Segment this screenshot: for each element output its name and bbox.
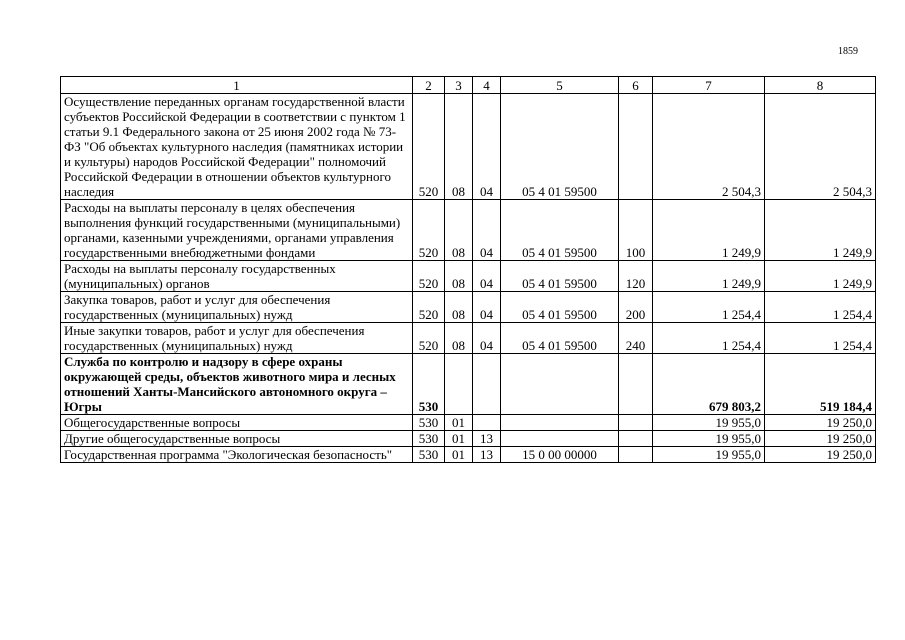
row-name-cell: Общегосударственные вопросы: [61, 415, 413, 431]
row-vr-cell: [619, 431, 653, 447]
row-vr-cell: [619, 447, 653, 463]
row-csr-cell: [501, 415, 619, 431]
row-name-cell: Служба по контролю и надзору в сфере охраны окружающей среды, объектов животного мира и лесных отношений Ханты-Мансийского автономного округа – Югры: [61, 354, 413, 415]
row-pr-cell: 04: [473, 94, 501, 200]
row-vr-cell: 200: [619, 292, 653, 323]
row-csr-cell: 05 4 01 59500: [501, 292, 619, 323]
table-row: [61, 323, 876, 354]
row-sum2-cell: 1 249,9: [765, 261, 876, 292]
column-header: 8: [765, 77, 876, 94]
row-pr-cell: [473, 354, 501, 415]
row-vr-cell: 100: [619, 200, 653, 261]
column-header: 5: [501, 77, 619, 94]
row-sum1-cell: 1 254,4: [653, 292, 765, 323]
row-pr-cell: 13: [473, 447, 501, 463]
table-body: [61, 94, 876, 463]
row-ved-cell: 520: [413, 94, 445, 200]
row-rz-cell: 01: [445, 415, 473, 431]
column-header: 1: [61, 77, 413, 94]
table-row: [61, 431, 876, 447]
row-vr-cell: [619, 94, 653, 200]
row-sum1-cell: 19 955,0: [653, 415, 765, 431]
row-sum1-cell: 19 955,0: [653, 447, 765, 463]
row-sum1-cell: 2 504,3: [653, 94, 765, 200]
row-name-cell: Иные закупки товаров, работ и услуг для обеспечения государственных (муниципальных) нужд: [61, 323, 413, 354]
row-sum1-cell: 1 249,9: [653, 261, 765, 292]
row-ved-cell: 530: [413, 431, 445, 447]
row-rz-cell: 01: [445, 447, 473, 463]
table-row: [61, 94, 876, 200]
row-vr-cell: 240: [619, 323, 653, 354]
row-sum1-cell: 1 254,4: [653, 323, 765, 354]
row-sum1-cell: 679 803,2: [653, 354, 765, 415]
row-ved-cell: 530: [413, 354, 445, 415]
row-csr-cell: [501, 431, 619, 447]
column-header: 2: [413, 77, 445, 94]
column-header: 3: [445, 77, 473, 94]
row-rz-cell: [445, 354, 473, 415]
row-csr-cell: 05 4 01 59500: [501, 323, 619, 354]
row-sum2-cell: 519 184,4: [765, 354, 876, 415]
row-rz-cell: 08: [445, 323, 473, 354]
row-csr-cell: 05 4 01 59500: [501, 200, 619, 261]
row-pr-cell: 04: [473, 323, 501, 354]
row-sum2-cell: 19 250,0: [765, 447, 876, 463]
row-ved-cell: 520: [413, 323, 445, 354]
page-number: 1859: [838, 46, 858, 57]
row-pr-cell: 04: [473, 292, 501, 323]
row-name-cell: Другие общегосударственные вопросы: [61, 431, 413, 447]
column-header: 4: [473, 77, 501, 94]
table-row: [61, 415, 876, 431]
row-pr-cell: 13: [473, 431, 501, 447]
table-row: [61, 292, 876, 323]
row-rz-cell: 08: [445, 94, 473, 200]
row-rz-cell: 01: [445, 431, 473, 447]
row-csr-cell: 05 4 01 59500: [501, 261, 619, 292]
row-sum1-cell: 1 249,9: [653, 200, 765, 261]
row-rz-cell: 08: [445, 261, 473, 292]
row-csr-cell: 05 4 01 59500: [501, 94, 619, 200]
row-ved-cell: 520: [413, 200, 445, 261]
row-name-cell: Осуществление переданных органам государственной власти субъектов Российской Федерации в соответствии с пунктом 1 статьи 9.1 Федерального закона от 25 июня 2002 года № 73-ФЗ "Об объектах культурного наследия (памятниках истории и культуры) народов Российской Федерации" полномочий Российской Федерации в отношении объектов культурного наследия: [61, 94, 413, 200]
row-ved-cell: 530: [413, 415, 445, 431]
table-row: [61, 447, 876, 463]
row-sum1-cell: 19 955,0: [653, 431, 765, 447]
row-sum2-cell: 1 254,4: [765, 292, 876, 323]
row-vr-cell: 120: [619, 261, 653, 292]
row-sum2-cell: 2 504,3: [765, 94, 876, 200]
table-row: [61, 354, 876, 415]
row-sum2-cell: 19 250,0: [765, 431, 876, 447]
row-ved-cell: 520: [413, 261, 445, 292]
row-pr-cell: 04: [473, 261, 501, 292]
row-name-cell: Закупка товаров, работ и услуг для обеспечения государственных (муниципальных) нужд: [61, 292, 413, 323]
column-header: 7: [653, 77, 765, 94]
row-csr-cell: 15 0 00 00000: [501, 447, 619, 463]
table-row: [61, 200, 876, 261]
row-name-cell: Расходы на выплаты персоналу в целях обеспечения выполнения функций государственными (муниципальными) органами, казенными учреждениями, органами управления государственными внебюджетными фондами: [61, 200, 413, 261]
budget-table: [60, 76, 876, 463]
table-row: [61, 261, 876, 292]
row-pr-cell: 04: [473, 200, 501, 261]
column-header: 6: [619, 77, 653, 94]
row-vr-cell: [619, 415, 653, 431]
row-ved-cell: 520: [413, 292, 445, 323]
row-pr-cell: [473, 415, 501, 431]
row-vr-cell: [619, 354, 653, 415]
row-sum2-cell: 1 254,4: [765, 323, 876, 354]
row-sum2-cell: 1 249,9: [765, 200, 876, 261]
row-ved-cell: 530: [413, 447, 445, 463]
row-name-cell: Расходы на выплаты персоналу государственных (муниципальных) органов: [61, 261, 413, 292]
row-name-cell: Государственная программа "Экологическая безопасность": [61, 447, 413, 463]
header-row: [61, 77, 876, 94]
row-rz-cell: 08: [445, 200, 473, 261]
row-rz-cell: 08: [445, 292, 473, 323]
row-csr-cell: [501, 354, 619, 415]
row-sum2-cell: 19 250,0: [765, 415, 876, 431]
